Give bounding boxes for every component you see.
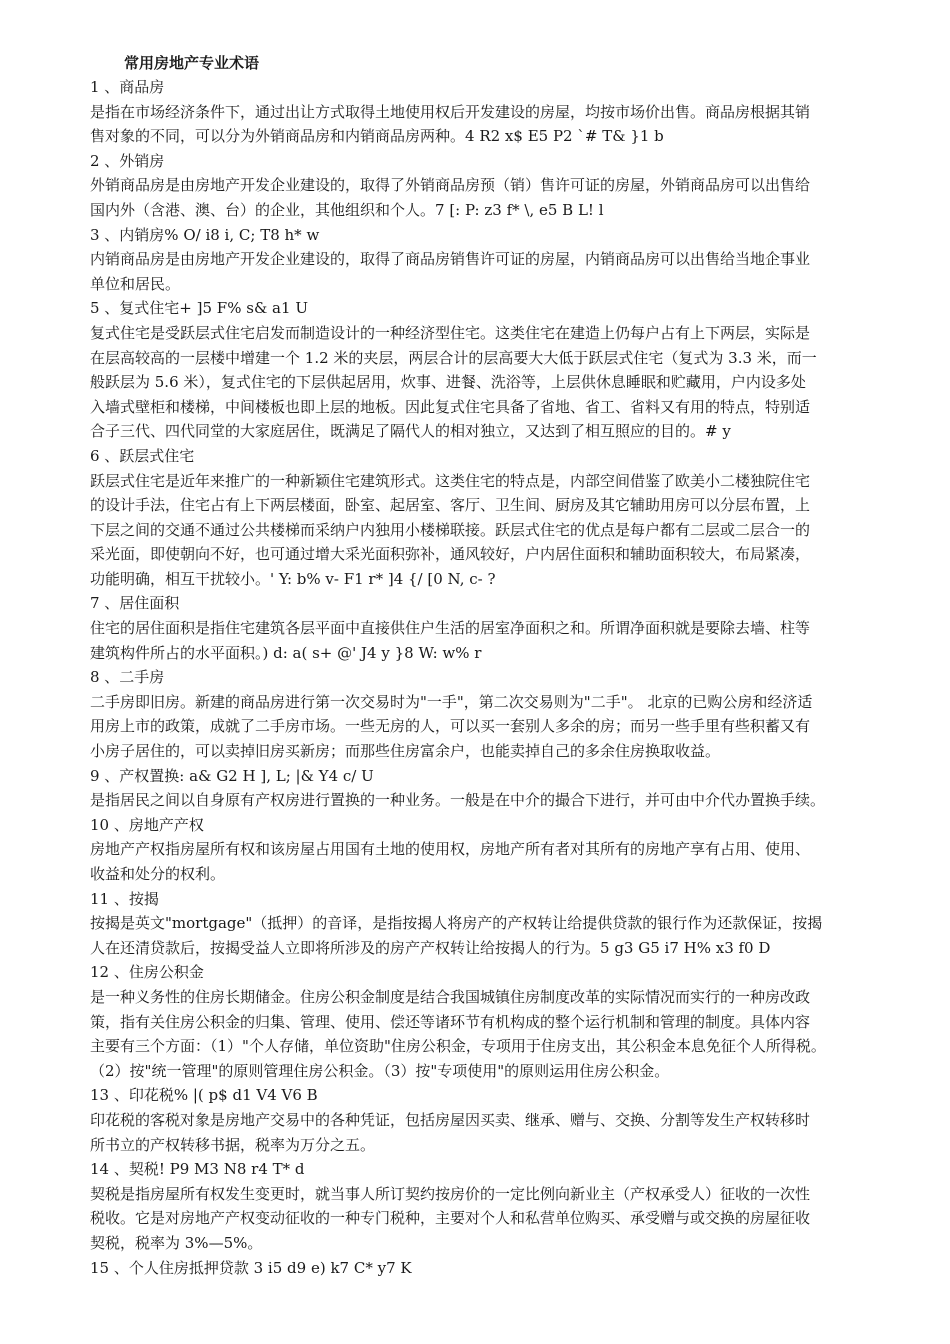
term-definition-line: 入墙式壁柜和楼梯，中间楼板也即上层的地板。因此复式住宅具备了省地、省工、省料又有用的特点，特别适	[90, 397, 811, 416]
term-definition-line: 小房子居住的，可以卖掉旧房买新房；而那些住房富余户，也能卖掉自己的多余住房换取收益。	[90, 742, 721, 761]
term-section	[90, 223, 920, 297]
term-heading: 5 、复式住宅+ ]5 F% s& a1 U	[90, 299, 308, 318]
term-definition-line: 跃层式住宅是近年来推广的一种新颖住宅建筑形式。这类住宅的特点是，内部空间借鉴了欧美小二楼独院住宅	[90, 471, 811, 490]
term-definition-line: 下层之间的交通不通过公共楼梯而采纳户内独用小楼梯联接。跃层式住宅的优点是每户都有二层或二层合一的	[90, 520, 811, 539]
document-title: 常用房地产专业术语	[124, 54, 260, 72]
term-section	[90, 591, 920, 665]
term-definition-line: 功能明确，相互干扰较小。' Y: b% v- F1 r* ]4 {/ [0 N, c- ?	[90, 569, 496, 588]
term-section	[90, 1256, 920, 1281]
term-definition-line: 复式住宅是受跃层式住宅启发而制造设计的一种经济型住宅。这类住宅在建造上仍每户占有上下两层，实际是	[90, 323, 811, 342]
term-definition-line: 人在还清贷款后，按揭受益人立即将所涉及的房产产权转让给按揭人的行为。5 g3 G5 i7 H% x3 f0 D	[90, 938, 771, 957]
term-section	[90, 764, 920, 813]
term-definition-line: 房地产产权指房屋所有权和该房屋占用国有土地的使用权，房地产所有者对其所有的房地产享有占用、使用、	[90, 840, 811, 859]
term-definition-line: 主要有三个方面：（1）"个人存储，单位资助"住房公积金，专项用于住房支出，其公积金本息免征个人所得税。	[90, 1037, 826, 1056]
term-heading: 8 、二手房	[90, 668, 165, 687]
term-definition-line: 印花税的客税对象是房地产交易中的各种凭证，包括房屋因买卖、继承、赠与、交换、分割等发生产权转移时	[90, 1110, 811, 1129]
term-section	[90, 1083, 920, 1157]
term-definition-line: 合子三代、四代同堂的大家庭居住，既满足了隔代人的相对独立，又达到了相互照应的目的。# y	[90, 422, 731, 441]
term-heading: 2 、外销房	[90, 151, 165, 170]
term-definition-line: 策，指有关住房公积金的归集、管理、使用、偿还等诸环节有机构成的整个运行机制和管理的制度。具体内容	[90, 1012, 811, 1031]
term-section	[90, 960, 920, 1083]
term-heading: 10 、房地产产权	[90, 815, 204, 834]
term-definition-line: 契税，税率为 3%—5%。	[90, 1233, 263, 1252]
term-section	[90, 149, 920, 223]
term-definition-line: 的设计手法，住宅占有上下两层楼面，卧室、起居室、客厅、卫生间、厨房及其它辅助用房可以分层布置，上	[90, 496, 811, 515]
term-definition-line: 单位和居民。	[90, 274, 181, 293]
term-definition-line: 住宅的居住面积是指住宅建筑各层平面中直接供住户生活的居室净面积之和。所谓净面积就是要除去墙、柱等	[90, 619, 811, 638]
term-definition-line: 是指在市场经济条件下，通过出让方式取得土地使用权后开发建设的房屋，均按市场价出售。商品房根据其销	[90, 102, 811, 121]
term-definition-line: 用房上市的政策，成就了二手房市场。一些无房的人，可以买一套别人多余的房；而另一些手里有些积蓄又有	[90, 717, 811, 736]
term-definition-line: 二手房即旧房。新建的商品房进行第一次交易时为"一手"，第二次交易则为"二手"。 北京的已购公房和经济适	[90, 692, 813, 711]
term-heading: 9 、产权置换: a& G2 H ], L; |& Y4 c/ U	[90, 766, 374, 785]
term-definition-line: 所书立的产权转移书据，税率为万分之五。	[90, 1135, 376, 1154]
term-definition-line: 内销商品房是由房地产开发企业建设的，取得了商品房销售许可证的房屋，内销商品房可以出售给当地企事业	[90, 250, 811, 269]
term-definition-line: 是指居民之间以自身原有产权房进行置换的一种业务。一般是在中介的撮合下进行，并可由中介代办置换手续。	[90, 791, 826, 810]
term-heading: 15 、个人住房抵押贷款 3 i5 d9 e) k7 C* y7 K	[90, 1258, 412, 1277]
term-definition-line: 外销商品房是由房地产开发企业建设的，取得了外销商品房预（销）售许可证的房屋，外销商品房可以出售给	[90, 176, 811, 195]
term-definition-line: 收益和处分的权利。	[90, 865, 226, 883]
document-body	[90, 75, 920, 1280]
term-definition-line: （2）按"统一管理"的原则管理住房公积金。（3）按"专项使用"的原则运用住房公积金。	[90, 1061, 670, 1080]
term-heading: 3 、内销房% O/ i8 i, C; T8 h* w	[90, 225, 320, 244]
term-heading: 7 、居住面积	[90, 594, 180, 613]
term-definition-line: 税收。它是对房地产产权变动征收的一种专门税种，主要对个人和私营单位购买、承受赠与或交换的房屋征收	[90, 1209, 811, 1228]
term-section	[90, 665, 920, 763]
term-definition-line: 般跃层为 5.6 米），复式住宅的下层供起居用，炊事、进餐、洗浴等，上层供休息睡眠和贮藏用，户内设多处	[90, 373, 806, 392]
term-section	[90, 296, 920, 444]
term-section	[90, 75, 920, 149]
term-heading: 13 、印花税% |( p$ d1 V4 V6 B	[90, 1086, 318, 1105]
term-heading: 12 、住房公积金	[90, 963, 204, 982]
term-heading: 11 、按揭	[90, 889, 159, 908]
term-section	[90, 444, 920, 592]
term-heading: 14 、契税! P9 M3 N8 r4 T* d	[90, 1160, 305, 1179]
term-section	[90, 887, 920, 961]
term-definition-line: 在层高较高的一层楼中增建一个 1.2 米的夹层，两层合计的层高要大大低于跃层式住宅（复式为 3.3 米，而一	[90, 348, 817, 367]
term-definition-line: 国内外（含港、澳、台）的企业，其他组织和个人。7 [: P: z3 f* \, e5 B L! l	[90, 200, 604, 219]
term-section	[90, 813, 920, 887]
term-heading: 1 、商品房	[90, 78, 165, 96]
term-heading: 6 、跃层式住宅	[90, 446, 195, 465]
term-definition-line: 是一种义务性的住房长期储金。住房公积金制度是结合我国城镇住房制度改革的实际情况而实行的一种房改政	[90, 987, 811, 1006]
term-definition-line: 售对象的不同，可以分为外销商品房和内销商品房两种。4 R2 x$ E5 P2 `# T& }1 b	[90, 127, 664, 146]
term-definition-line: 按揭是英文"mortgage"（抵押）的音译，是指按揭人将房产的产权转让给提供贷款的银行作为还款保证，按揭	[90, 914, 823, 933]
term-definition-line: 采光面，即使朝向不好，也可通过增大采光面积弥补，通风较好，户内居住面积和辅助面积较大，布局紧凑，	[90, 545, 811, 564]
term-definition-line: 建筑构件所占的水平面积。) d: a( s+ @' J4 y }8 W: w% r	[90, 643, 482, 662]
term-definition-line: 契税是指房屋所有权发生变更时，就当事人所订契约按房价的一定比例向新业主（产权承受人）征收的一次性	[90, 1184, 811, 1203]
term-section	[90, 1157, 920, 1255]
